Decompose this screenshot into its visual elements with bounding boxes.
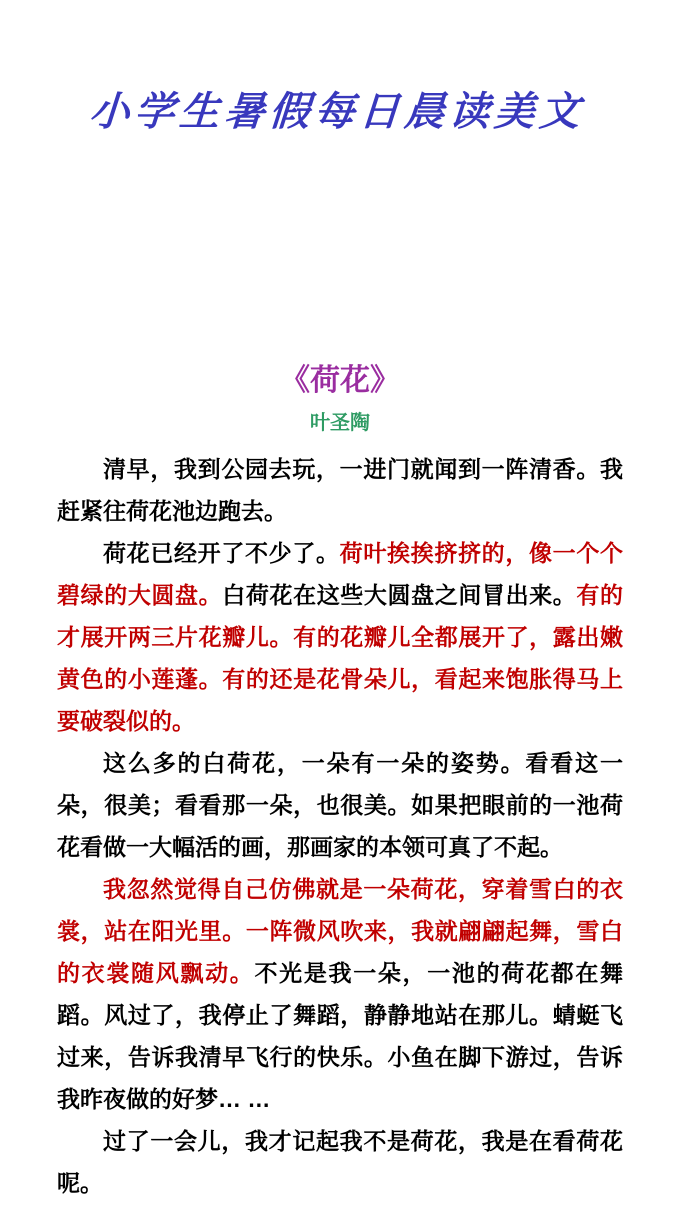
text-segment: 这么多的白荷花，一朵有一朵的姿势。看看这一朵，很美；看看那一朵，也很美。如果把眼前的一池荷花看做一大幅活的画，那画家的本领可真了不起。 [57, 750, 623, 860]
text-segment: 过了一会儿，我才记起我不是荷花，我是在看荷花呢。 [57, 1128, 623, 1196]
text-segment: 不光是我一朵，一池的荷花都在舞蹈。风过了，我停止了舞蹈，静静地站在那儿。蜻蜓飞过来，告诉我清早飞行的快乐。小鱼在脚下游过，告诉我昨夜做的好梦… … [57, 960, 624, 1112]
text-segment: 白荷花在这些大圆盘之间冒出来。 [222, 582, 577, 608]
paragraph [57, 868, 623, 1120]
text-segment: 荷花已经开了不少了。 [103, 540, 340, 566]
paragraph [57, 1120, 623, 1204]
article-title: 《荷花》 [280, 364, 400, 397]
text-segment: 荷叶挨挨挤挤的，像一个个碧绿的大圆盘。 [57, 540, 624, 608]
header-title: 小学生暑假每日晨读美文 [87, 88, 587, 135]
text-segment: 我忽然觉得自己仿佛就是一朵荷花，穿着雪白的衣裳，站在阳光里。一阵微风吹来，我就翩翩起舞，雪白的衣裳随风飘动。 [57, 876, 623, 986]
article-author: 叶圣陶 [310, 412, 370, 434]
text-segment: 有的才展开两三片花瓣儿。有的花瓣儿全都展开了，露出嫩黄色的小莲蓬。有的还是花骨朵儿，看起来饱胀得马上要破裂似的。 [57, 582, 624, 734]
paragraph [57, 742, 623, 868]
article-body [57, 448, 623, 1204]
text-segment: 清早，我到公园去玩，一进门就闻到一阵清香。我赶紧往荷花池边跑去。 [57, 456, 623, 524]
paragraph [57, 532, 623, 742]
paragraph [57, 448, 623, 532]
